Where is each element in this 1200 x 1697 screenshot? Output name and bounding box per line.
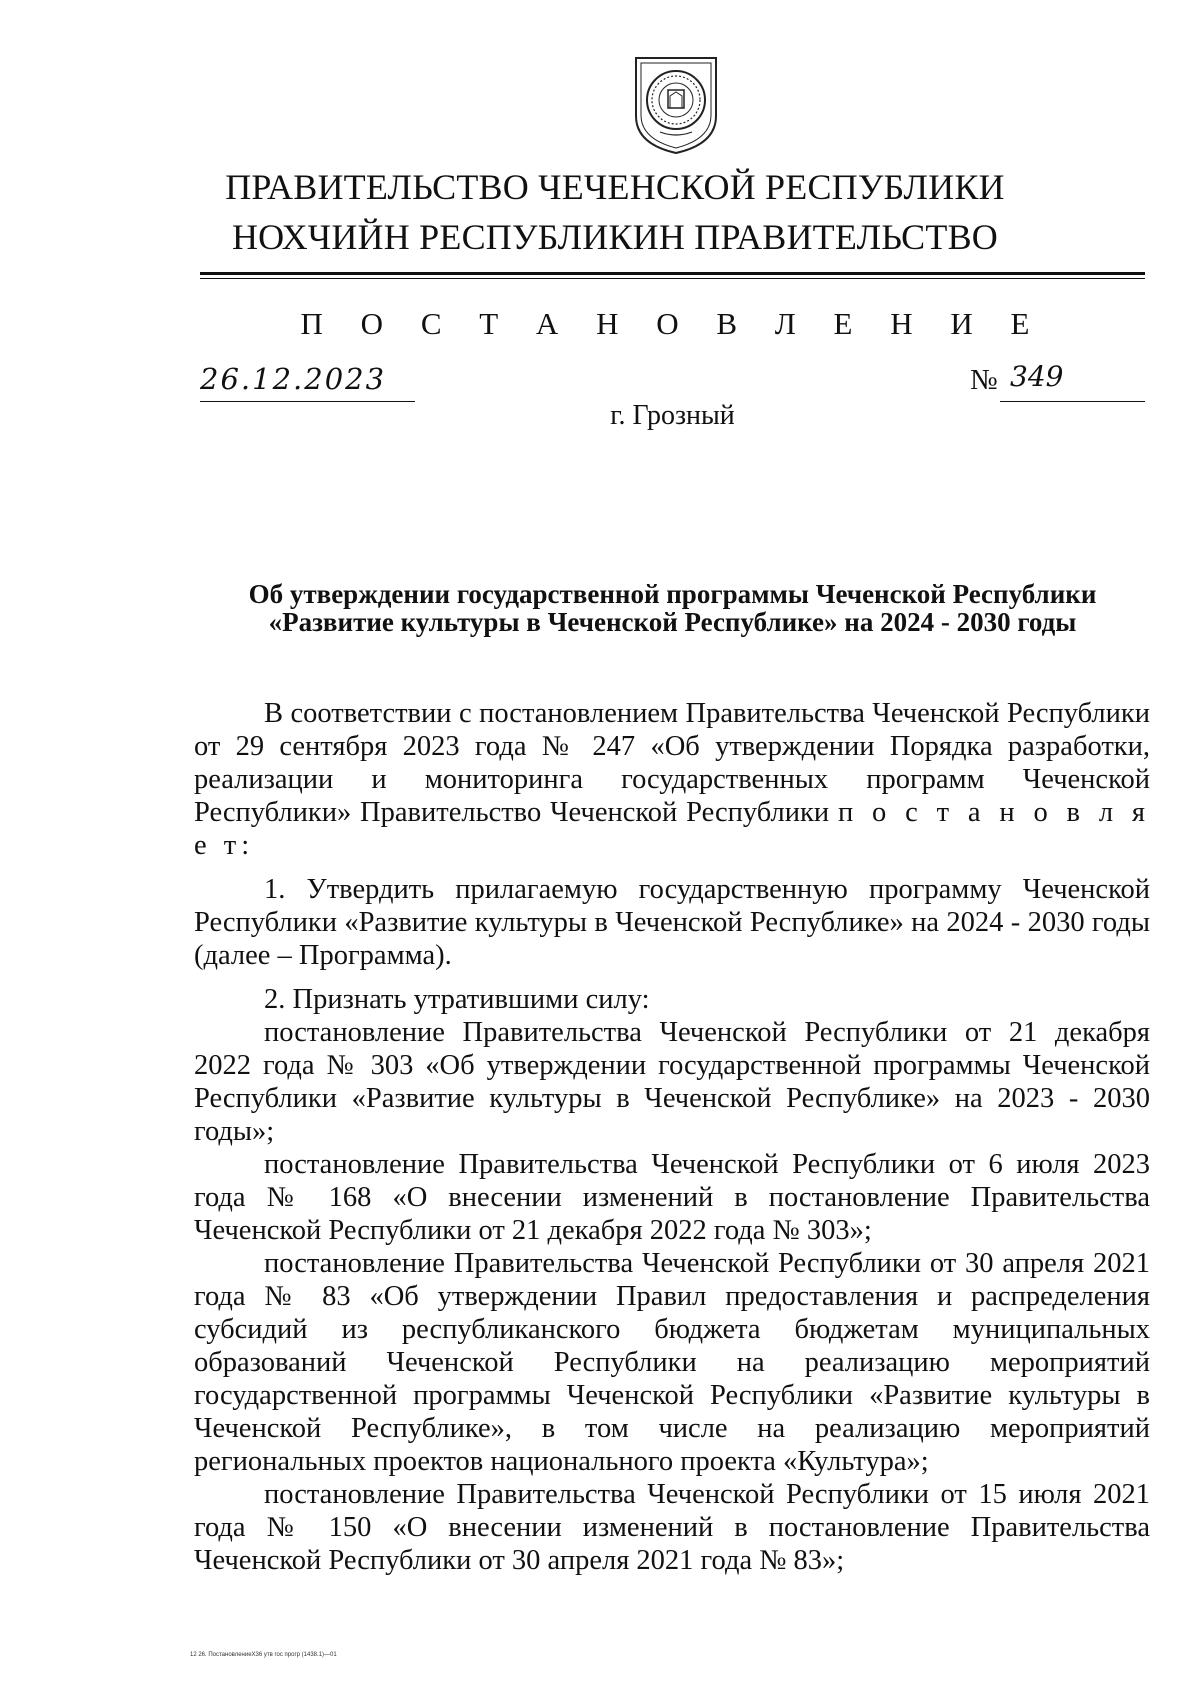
paragraph-item-2: 2. Признать утратившими силу:	[264, 984, 650, 1015]
paragraph-repeal-1: постановление Правительства Чеченской Республики от 21 декабря 2022 года № 303 «Об утверждении государственной программы Чеченской Республики «Развитие культуры в Чеченской Республике» на 2023 - 2030 годы»;	[194, 1017, 1150, 1147]
number-label: №	[970, 364, 998, 396]
heading-line-1: Об утверждении государственной программы Чеченской Республики	[248, 579, 1097, 609]
heading-line-2: «Развитие культуры в Чеченской Республике» на 2024 - 2030 годы	[268, 607, 1077, 637]
paragraph-repeal-2: постановление Правительства Чеченской Республики от 6 июля 2023 года № 168 «О внесении изменений в постановление Правительства Чеченской Республики от 21 декабря 2022 года № 303»;	[194, 1149, 1150, 1246]
paragraph-repeal-3: постановление Правительства Чеченской Республики от 30 апреля 2021 года № 83 «Об утверждении Правил предоставления и распределения субсидий из республиканского бюджета бюджетам муниципальных образований Чеченской Республики на реализацию мероприятий государственной программы Чеченской Республики «Развитие культуры в Чеченской Республике», в том числе на реализацию мероприятий региональных проектов национального проекта «Культура»;	[194, 1248, 1150, 1477]
header-rule-thick	[200, 272, 1145, 275]
paragraph-repeal-4: постановление Правительства Чеченской Республики от 15 июля 2021 года № 150 «О внесении изменений в постановление Правительства Чеченской Республики от 30 апреля 2021 года № 83»;	[194, 1479, 1150, 1576]
document-type: П О С Т А Н О В Л Е Н И Е	[300, 306, 1045, 341]
document-number: 349	[1010, 360, 1064, 393]
government-title-ce: НОХЧИЙН РЕСПУБЛИКИН ПРАВИТЕЛЬСТВО	[231, 217, 998, 257]
document-heading	[195, 580, 1150, 636]
document-city: г. Грозный	[610, 400, 735, 431]
footer-file-reference: 12 26. ПостановлениеХ36 утв гос прогр (1438.1)—01	[190, 1652, 337, 1658]
coat-of-arms-icon	[630, 52, 722, 156]
decree-word: п о с т а н о в л я е т:	[194, 797, 1151, 861]
header-rule-thin	[200, 278, 1145, 279]
paragraph-item-1: 1. Утвердить прилагаемую государственную программу Чеченской Республики «Развитие культуры в Чеченской Республике» на 2024 - 2030 годы (далее – Программа).	[194, 874, 1150, 971]
intro-text: В соответствии с постановлением Правительства Чеченской Республики от 29 сентября 2023 года № 247 «Об утверждении Порядка разработки, реализации и мониторинга государственных программ Чеченской Республики» Правительство Чеченской Республики	[194, 698, 1150, 828]
government-title-ru: ПРАВИТЕЛЬСТВО ЧЕЧЕНСКОЙ РЕСПУБЛИКИ	[225, 167, 1005, 207]
paragraph-intro	[194, 697, 1150, 862]
document-body	[194, 697, 1150, 1577]
document-date: 26.12.2023	[200, 362, 387, 396]
